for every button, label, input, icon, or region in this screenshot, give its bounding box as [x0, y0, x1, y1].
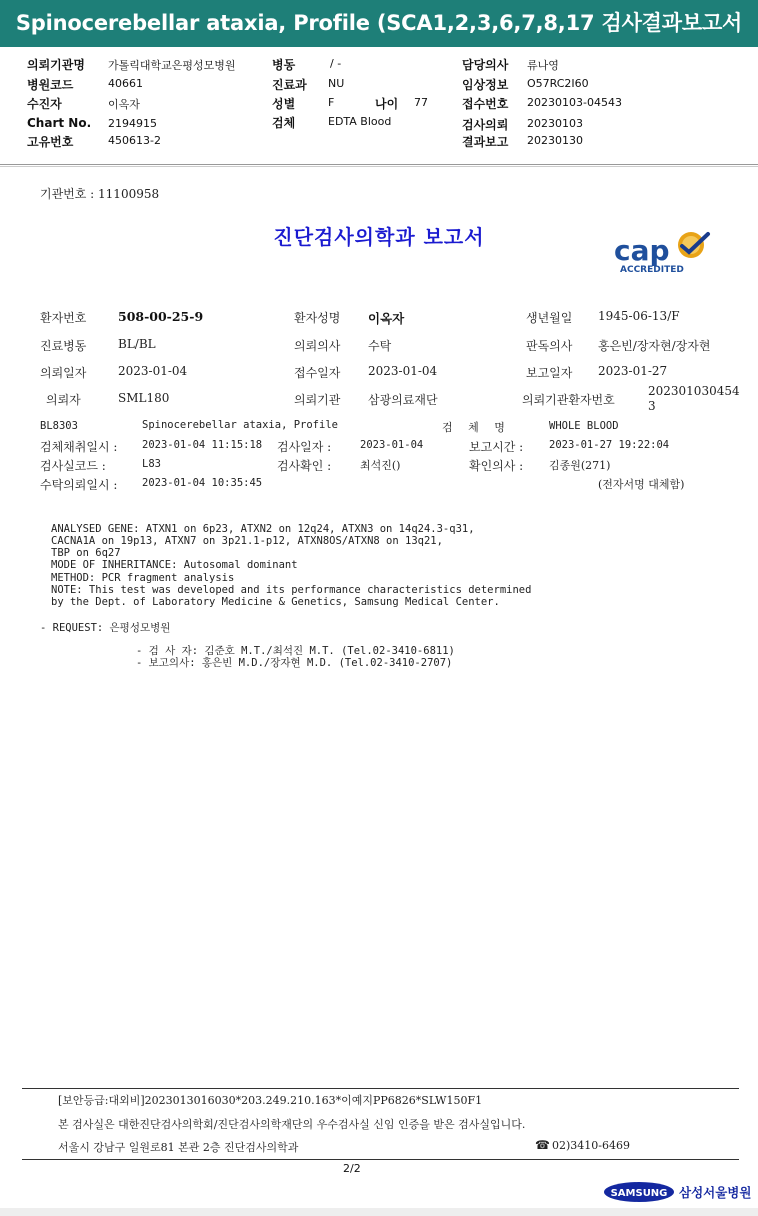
header-label: 고유번호	[27, 135, 74, 149]
header-value: 20230103	[527, 117, 583, 130]
cap-word: cap	[614, 234, 670, 267]
header-value: 2194915	[108, 117, 157, 130]
test-value: 김종원(271)	[549, 459, 611, 472]
header-label: 수진자	[27, 97, 62, 111]
header-value: 이옥자	[108, 98, 140, 111]
header-label: 나이	[375, 97, 399, 111]
patient-value: 수탁	[368, 339, 392, 353]
header-value: 40661	[108, 77, 143, 90]
test-value: 2023-01-04 10:35:45	[142, 477, 263, 489]
cap-accredited-text: ACCREDITED	[620, 265, 684, 275]
patient-label: 환자성명	[294, 311, 341, 325]
patient-label: 판독의사	[526, 339, 573, 353]
header-label: 검사의뢰	[462, 118, 509, 132]
header-value: 450613-2	[108, 134, 161, 147]
body-line: TBP on 6q27	[51, 547, 121, 559]
header-value: 류나영	[527, 59, 559, 72]
body-line: MODE OF INHERITANCE: Autosomal dominant	[51, 559, 298, 571]
header-divider-shadow	[0, 166, 758, 167]
header-value: 가톨릭대학교은평성모병원	[108, 59, 236, 72]
patient-value: BL/BL	[118, 337, 156, 351]
patient-value: 2023-01-27	[598, 364, 668, 378]
header-label: 병원코드	[27, 78, 74, 92]
patient-label: 의뢰자	[46, 393, 81, 407]
specimen-value: WHOLE BLOOD	[549, 420, 619, 432]
test-label: 검체채취일시 :	[40, 440, 118, 454]
header-divider	[0, 164, 758, 165]
test-value: 최석진()	[360, 459, 401, 472]
request-line: - REQUEST: 은평성모병원	[40, 622, 171, 634]
patient-label: 의뢰기관	[294, 393, 341, 407]
header-value: O57RC2I60	[527, 77, 589, 90]
samsung-word: SAMSUNG	[610, 1188, 668, 1199]
test-label: 보고시간 :	[469, 440, 524, 454]
header-label: Chart No.	[27, 116, 92, 130]
patient-value: 삼광의료재단	[368, 393, 438, 407]
test-label: 확인의사 :	[469, 459, 524, 473]
test-label: 수탁의뢰일시 :	[40, 478, 118, 492]
body-line: ANALYSED GENE: ATXN1 on 6p23, ATXN2 on 12q24, ATXN3 on 14q24.3-q31,	[51, 523, 475, 535]
body-line: CACNA1A on 19p13, ATXN7 on 3p21.1-p12, ATXN8OS/ATXN8 on 13q21,	[51, 535, 443, 547]
patient-label: 의뢰의사	[294, 339, 341, 353]
header-label: 접수번호	[462, 97, 509, 111]
security-line: [보안등급:대외비]2023013016030*203.249.210.163*이예지PP6826*SLW150F1	[58, 1094, 483, 1107]
header-value: NU	[328, 77, 345, 90]
header-value: / -	[330, 57, 342, 70]
patient-value: 2023-01-04	[118, 364, 188, 378]
footer-top-rule	[22, 1088, 739, 1089]
test-value: 2023-01-27 19:22:04	[549, 439, 670, 451]
specimen-label: 검 체 명	[442, 421, 511, 434]
patient-label: 의뢰기관환자번호	[522, 393, 615, 407]
test-name: Spinocerebellar ataxia, Profile	[142, 419, 338, 431]
header-value: F	[328, 96, 335, 109]
report-header-title: Spinocerebellar ataxia, Profile (SCA1,2,3,6,7,8,17 검사결과보고서	[15, 11, 743, 35]
body-line: NOTE: This test was developed and its performance characteristics determined	[51, 584, 532, 596]
institution-number: 기관번호 : 11100958	[40, 187, 160, 201]
header-value: EDTA Blood	[328, 115, 392, 128]
header-label: 성별	[272, 97, 296, 111]
header-label: 검체	[272, 116, 296, 130]
footer-bottom-rule	[22, 1159, 739, 1160]
certification-line: 본 검사실은 대한진단검사의학회/진단검사의학재단의 우수검사실 신임 인증을 받은 검사실입니다.	[58, 1118, 526, 1131]
samsung-hospital-logo	[603, 1178, 752, 1206]
header-label: 임상정보	[462, 78, 509, 92]
header-label: 진료과	[272, 78, 307, 92]
patient-label: 환자번호	[40, 311, 87, 325]
patient-label: 보고일자	[526, 366, 573, 380]
patient-value: SML180	[118, 391, 170, 405]
header-value: 20230103-04543	[527, 96, 622, 109]
page-bottom-strip	[0, 1208, 758, 1216]
test-value: 2023-01-04 11:15:18	[142, 439, 263, 451]
patient-label: 의뢰일자	[40, 366, 87, 380]
test-label: 검사확인 :	[277, 459, 332, 473]
header-label: 결과보고	[462, 135, 509, 149]
test-code: BL8303	[40, 420, 78, 432]
patient-label: 생년월일	[526, 311, 573, 325]
test-label: 검사실코드 :	[40, 459, 106, 473]
cap-accredited-logo	[612, 228, 716, 278]
address-line: 서울시 강남구 일원로81 본관 2층 진단검사의학과	[58, 1141, 299, 1154]
test-label: 검사일자 :	[277, 440, 332, 454]
patient-value: 1945-06-13/F	[598, 309, 680, 323]
header-label: 의뢰기관명	[27, 58, 85, 72]
patient-value: 2023-01-04	[368, 364, 438, 378]
staff-line: - 검 사 자: 김준호 M.T./최석진 M.T. (Tel.02-3410-6811)	[136, 645, 455, 657]
staff-line: - 보고의사: 홍은빈 M.D./장자현 M.D. (Tel.02-3410-2707)	[136, 657, 453, 669]
phone-number: 02)3410-6469	[552, 1139, 630, 1152]
body-line: METHOD: PCR fragment analysis	[51, 572, 235, 584]
test-value: L83	[142, 458, 161, 470]
patient-number: 508-00-25-9	[118, 309, 204, 324]
header-value: 20230130	[527, 134, 583, 147]
patient-value: 3	[648, 399, 656, 413]
patient-label: 진료병동	[40, 339, 87, 353]
patient-value: 202301030454	[648, 384, 740, 398]
patient-name: 이옥자	[368, 311, 405, 326]
header-label: 담당의사	[462, 58, 509, 72]
header-value: 77	[414, 96, 428, 109]
report-title: 진단검사의학과 보고서	[273, 225, 485, 249]
page-number: 2/2	[343, 1162, 361, 1175]
header-label: 병동	[272, 58, 296, 72]
test-value: 2023-01-04	[360, 439, 424, 451]
body-line: by the Dept. of Laboratory Medicine & Genetics, Samsung Medical Center.	[51, 596, 500, 608]
patient-value: 홍은빈/장자현/장자현	[598, 339, 711, 353]
signature-note: (전자서명 대체함)	[598, 478, 685, 491]
patient-label: 접수일자	[294, 366, 341, 380]
telephone-icon: ☎	[535, 1138, 550, 1152]
hospital-name: 삼성서울병원	[679, 1185, 752, 1200]
